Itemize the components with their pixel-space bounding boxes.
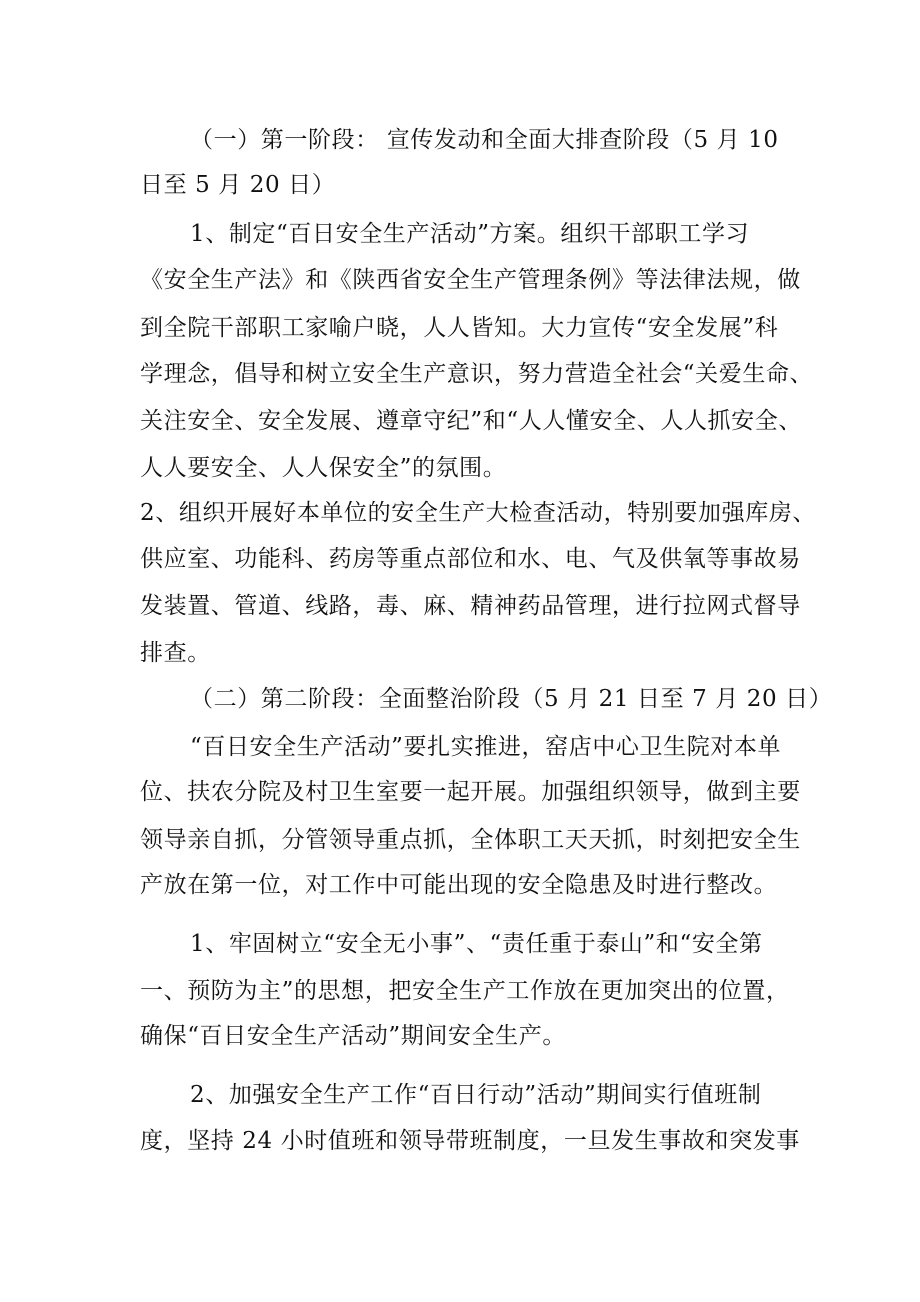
text-line: 供应室、功能科、药房等重点部位和水、电、气及供氧等事故易 bbox=[140, 546, 801, 572]
text-line: 人人要安全、人人保安全”的氛围。 bbox=[140, 455, 507, 481]
text-line: 日至 5 月 20 日） bbox=[140, 172, 336, 198]
text-line: 关注安全、安全发展、遵章守纪”和“人人懂安全、人人抓安全、 bbox=[140, 408, 802, 434]
text-line: （二）第二阶段：全面整治阶段（5 月 21 日至 7 月 20 日） bbox=[190, 686, 833, 712]
text-line: 位、扶农分院及村卫生室要一起开展。加强组织领导，做到主要 bbox=[140, 779, 801, 805]
text-line: “百日安全生产活动”要扎实推进，窑店中心卫生院对本单 bbox=[190, 734, 782, 760]
text-line: 一、预防为主”的思想，把安全生产工作放在更加突出的位置， bbox=[140, 978, 790, 1004]
text-line: 1、牢固树立“安全无小事”、“责任重于泰山”和“安全第 bbox=[190, 931, 763, 957]
text-line: 1、制定“百日安全生产活动”方案。组织干部职工学习 bbox=[190, 221, 750, 247]
text-line: 排查。 bbox=[140, 640, 211, 666]
text-line: 2、组织开展好本单位的安全生产大检查活动，特别要加强库房、 bbox=[140, 500, 817, 526]
text-line: 产放在第一位，对工作中可能出现的安全隐患及时进行整改。 bbox=[140, 872, 778, 898]
text-line: 学理念，倡导和树立安全生产意识，努力营造全社会“关爱生命、 bbox=[140, 361, 814, 387]
text-line: 发装置、管道、线路，毒、麻、精神药品管理，进行拉网式督导 bbox=[140, 593, 801, 619]
text-line: （一）第一阶段： 宣传发动和全面大排查阶段（5 月 10 bbox=[190, 127, 779, 153]
text-line: 确保“百日安全生产活动”期间安全生产。 bbox=[140, 1023, 566, 1049]
text-line: 到全院干部职工家喻户晓，人人皆知。大力宣传“安全发展”科 bbox=[140, 315, 779, 341]
text-line: 2、加强安全生产工作“百日行动”活动”期间实行值班制 bbox=[190, 1082, 762, 1108]
text-line: 度，坚持 24 小时值班和领导带班制度，一旦发生事故和突发事 bbox=[140, 1128, 800, 1154]
text-line: 领导亲自抓，分管领导重点抓，全体职工天天抓，时刻把安全生 bbox=[140, 827, 801, 853]
text-line: 《安全生产法》和《陕西省安全生产管理条例》等法律法规，做 bbox=[140, 267, 801, 293]
